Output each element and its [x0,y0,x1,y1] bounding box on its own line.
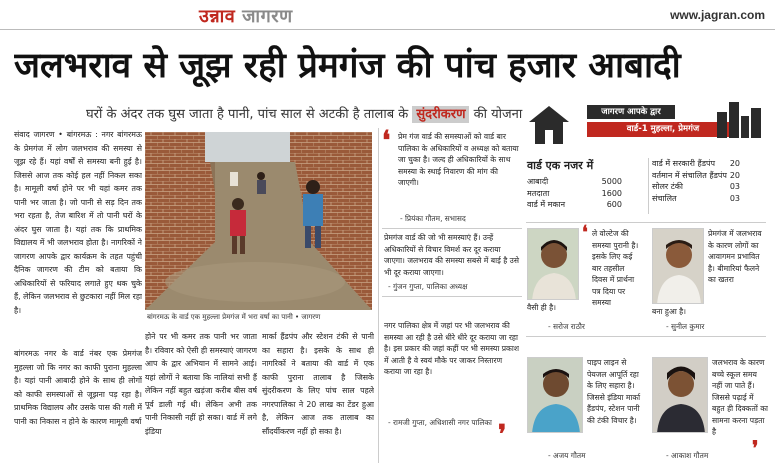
quote-4-text: ले वोल्टेज की समस्या पुरानी है। इसके लिए कई बार तहसील दिवस में प्रार्थना पत्र दिया पर समस्या [592,229,639,307]
stat-value: 20 [729,170,740,180]
quote-4-cont: वैसी ही है। [527,303,557,312]
quote-3-text: नगर पालिका क्षेत्र में जहां पर भी जलभराव की समस्या आ रही है उसे धीरे धीरे दूर कराया जा रहा है। इस प्रकार की जहां कहीं पर भी समस्या प्रकाश में आती है वे स्वयं मौके पर जाकर निस्तारण कराया जा रहा है। [384,321,519,376]
stat-row [527,188,622,200]
ward-name: वार्ड-1 मुहल्ला, प्रेमगंज [587,122,739,137]
person-photo [528,229,579,300]
quote-3-author: - रामजी गुप्ता, अधिशासी नगर पालिका [388,418,492,427]
portrait-sunil [652,228,704,304]
portrait-saroj [527,228,579,300]
city-skyline-icon [715,98,765,140]
stats-right [652,158,740,204]
article-column-3: मार्का हैंडपंप और स्टेशन टंकी से पानी का सहारा है। इसके के साथ ही नागरिकों ने बताया की वार्ड में एक काफी पुराना तालाब है जिसके सुंदरीकरण के लिए पांच साल पहले नगरपालिका ने 20 लाख का टेंडर हुआ है, लेकिन आज तक तालाब का सौंदर्यीकरण नहीं हो सका है। [262,332,374,436]
article-column-2: होने पर भी कमर तक पानी भर जाता है। रविवार को ऐसी ही समस्याएं जागरण आप के द्वार अभियान में सामने आई। यहां लोगों ने बताया कि नालियां सभी हैं लेकिन नहीं बहुत खड़ंजा करीब बीस वर्ष पूर्व डाली गई थी। लेकिन अभी तक पानी निकासी नहीं हो सका। वार्ड में लगे इंडिया [145,332,257,436]
person-photo [653,229,704,304]
stat-row [652,170,740,182]
person-photo [528,358,583,433]
portrait-aakash [652,357,708,433]
stats-left [527,176,622,211]
stat-value: 1600 [601,188,622,198]
stat-value: 20 [729,159,740,168]
quote-6-author: - अजय गौतम [548,451,586,460]
quote-5-text: प्रेमगंज में जलभराव के कारण लोगों का आवागमन प्रभावित है। बीमारियां फैलने का खतरा [708,229,762,284]
quote-divider [382,228,522,229]
quote-1-text: प्रेम गंज वार्ड की समस्याओं को वार्ड बार पालिका के अधिकारियों व अध्यक्ष को बताया जा चुका है। जल्द ही अधिकारियों के साथ समस्या के स्थाई निवारण की मांग की जाएगी। [398,132,519,187]
quote-1-author: - प्रियंका गौतम, सभासद [400,214,466,223]
quote-close-icon: ❜ [498,420,507,450]
quote-2-text: प्रेमगंज वार्ड की जो भी समस्याएं हैं। उन्हें अधिकारियों से विचार विमर्श कर दूर कराया जाएगा। जलभराव की समस्या सबसे में बाई है उसे भी दूर कराया जाएगा। [384,233,519,277]
quote-5-author: - सुनील कुमार [666,322,705,331]
quote-6-text: पाइप लाइन से पेयजल आपूर्ति रहा के लिए सहारा है। जिससे इंडिया मार्का हैंडपंप, स्टेशन पानी की टंकी विचार है। [587,358,641,425]
subheadline [86,104,522,122]
person-photo [653,358,708,433]
stat-label: वार्ड में मकान [527,200,566,209]
stats-divider [648,158,649,214]
jagran-aapke-dwaar-box [525,96,770,156]
stats-title: वार्ड एक नजर में [527,159,594,172]
stat-row [527,176,622,188]
quote-7-text: जलभराव के कारण बच्चे स्कूल समय नहीं जा पाते हैं। जिससे पढ़ाई में बहुत ही दिक्कतों का सामना करना पड़ता है [712,358,768,436]
stat-label: संचालित [652,193,677,203]
quote-4-author: - सरोज राठौर [548,322,585,331]
dwaar-title: जागरण आपके द्वार [587,105,675,119]
section-divider [526,336,766,337]
photo-caption: बांगरमऊ के वार्ड एक मुहल्ला प्रेमगंज में भरा वर्षा का पानी • जागरण [145,310,372,326]
stat-label: वर्तमान में संचालित हैंडपंप [652,170,727,180]
column-divider [378,128,379,463]
masthead [0,0,775,30]
stat-row [652,193,740,205]
stat-value: 03 [729,182,740,191]
stat-row [652,181,740,193]
stat-row [652,158,740,170]
quote-close-icon: ❜ [752,436,759,460]
stat-label: आबादी [527,177,549,186]
quote-divider [382,296,522,297]
logo-city: उन्नाव [199,6,236,27]
newspaper-logo [199,4,293,28]
stat-row [527,199,622,211]
stat-value: 03 [729,193,740,203]
stat-label: मतदाता [527,188,550,198]
quote-5-cont: बना हुआ है। [652,307,687,316]
article-column-1: संवाद जागरण • बांगरमऊ : नगर बांगरमऊ के प्रेमगंज में लोग जलभराव की समस्या से जूझ रहे हैं। यहां वर्षों से समस्या बनी हुई है। जिससे आज तक कोई हल नहीं निकल सका है। मामूली वर्षा होने पर भी यहां कमर तक पानी भर जाता है। जो पानी से सड़ दिन तक भरा रहता है, तेज बारिश में तो पानी घरों के अंदर घुस जाता है। यहां तक कि प्राथमिक विद्यालय में भी जलभराव होता है। नागरिकों ने जागरण आपके द्वार कार्यक्रम के तहत पहुंची दैनिक जागरण की टीम को बताया कि अधिकारियों से फरियाद लगाते हुए थक चुके हैं, लेकिन जलभराव से छुटकारा नहीं मिल रहा है। [14,130,142,315]
house-icon [525,100,589,150]
news-photo [145,132,372,326]
subhead-highlight: सुंदरीकरण [412,106,469,123]
flooded-street-image [145,132,372,310]
subhead-suffix: की योजना [473,107,523,122]
quote-2-author: - गुंजन गुप्ता, पालिका अध्यक्ष [388,282,468,291]
site-url: www.jagran.com [670,8,765,22]
headline: जलभराव से जूझ रही प्रेमगंज की पांच हजार आबादी [14,46,681,86]
quote-open-icon: ❛ [582,222,588,243]
logo-brand: जागरण [242,6,293,27]
quote-open-icon: ❛ [382,126,391,156]
stat-label: सोलर टंकी [652,182,683,191]
article-column-1b: बांगरमऊ नगर के वार्ड नंबर एक प्रेमगंज मुहल्ला जो कि नगर का काफी पुराना मुहल्ला है। यहां पानी आबादी होने के साथ ही लोगों को काफी समस्याओं से जूझना पड़ रहा है। प्राथमिक विद्यालय और उसके पास की गली में पानी का निकास न होने के कारण मामूली वर्षा [14,349,142,426]
stat-value: 600 [606,200,622,209]
stat-value: 5000 [601,177,622,186]
section-divider [526,222,766,223]
quote-7-author: - आकाश गौतम [666,451,709,460]
stat-label: वार्ड में सरकारी हैंडपंप [652,159,716,168]
portrait-ajay [527,357,583,433]
subhead-prefix: घरों के अंदर तक घुस जाता है पानी, पांच साल से अटकी है तालाब के [86,107,409,122]
